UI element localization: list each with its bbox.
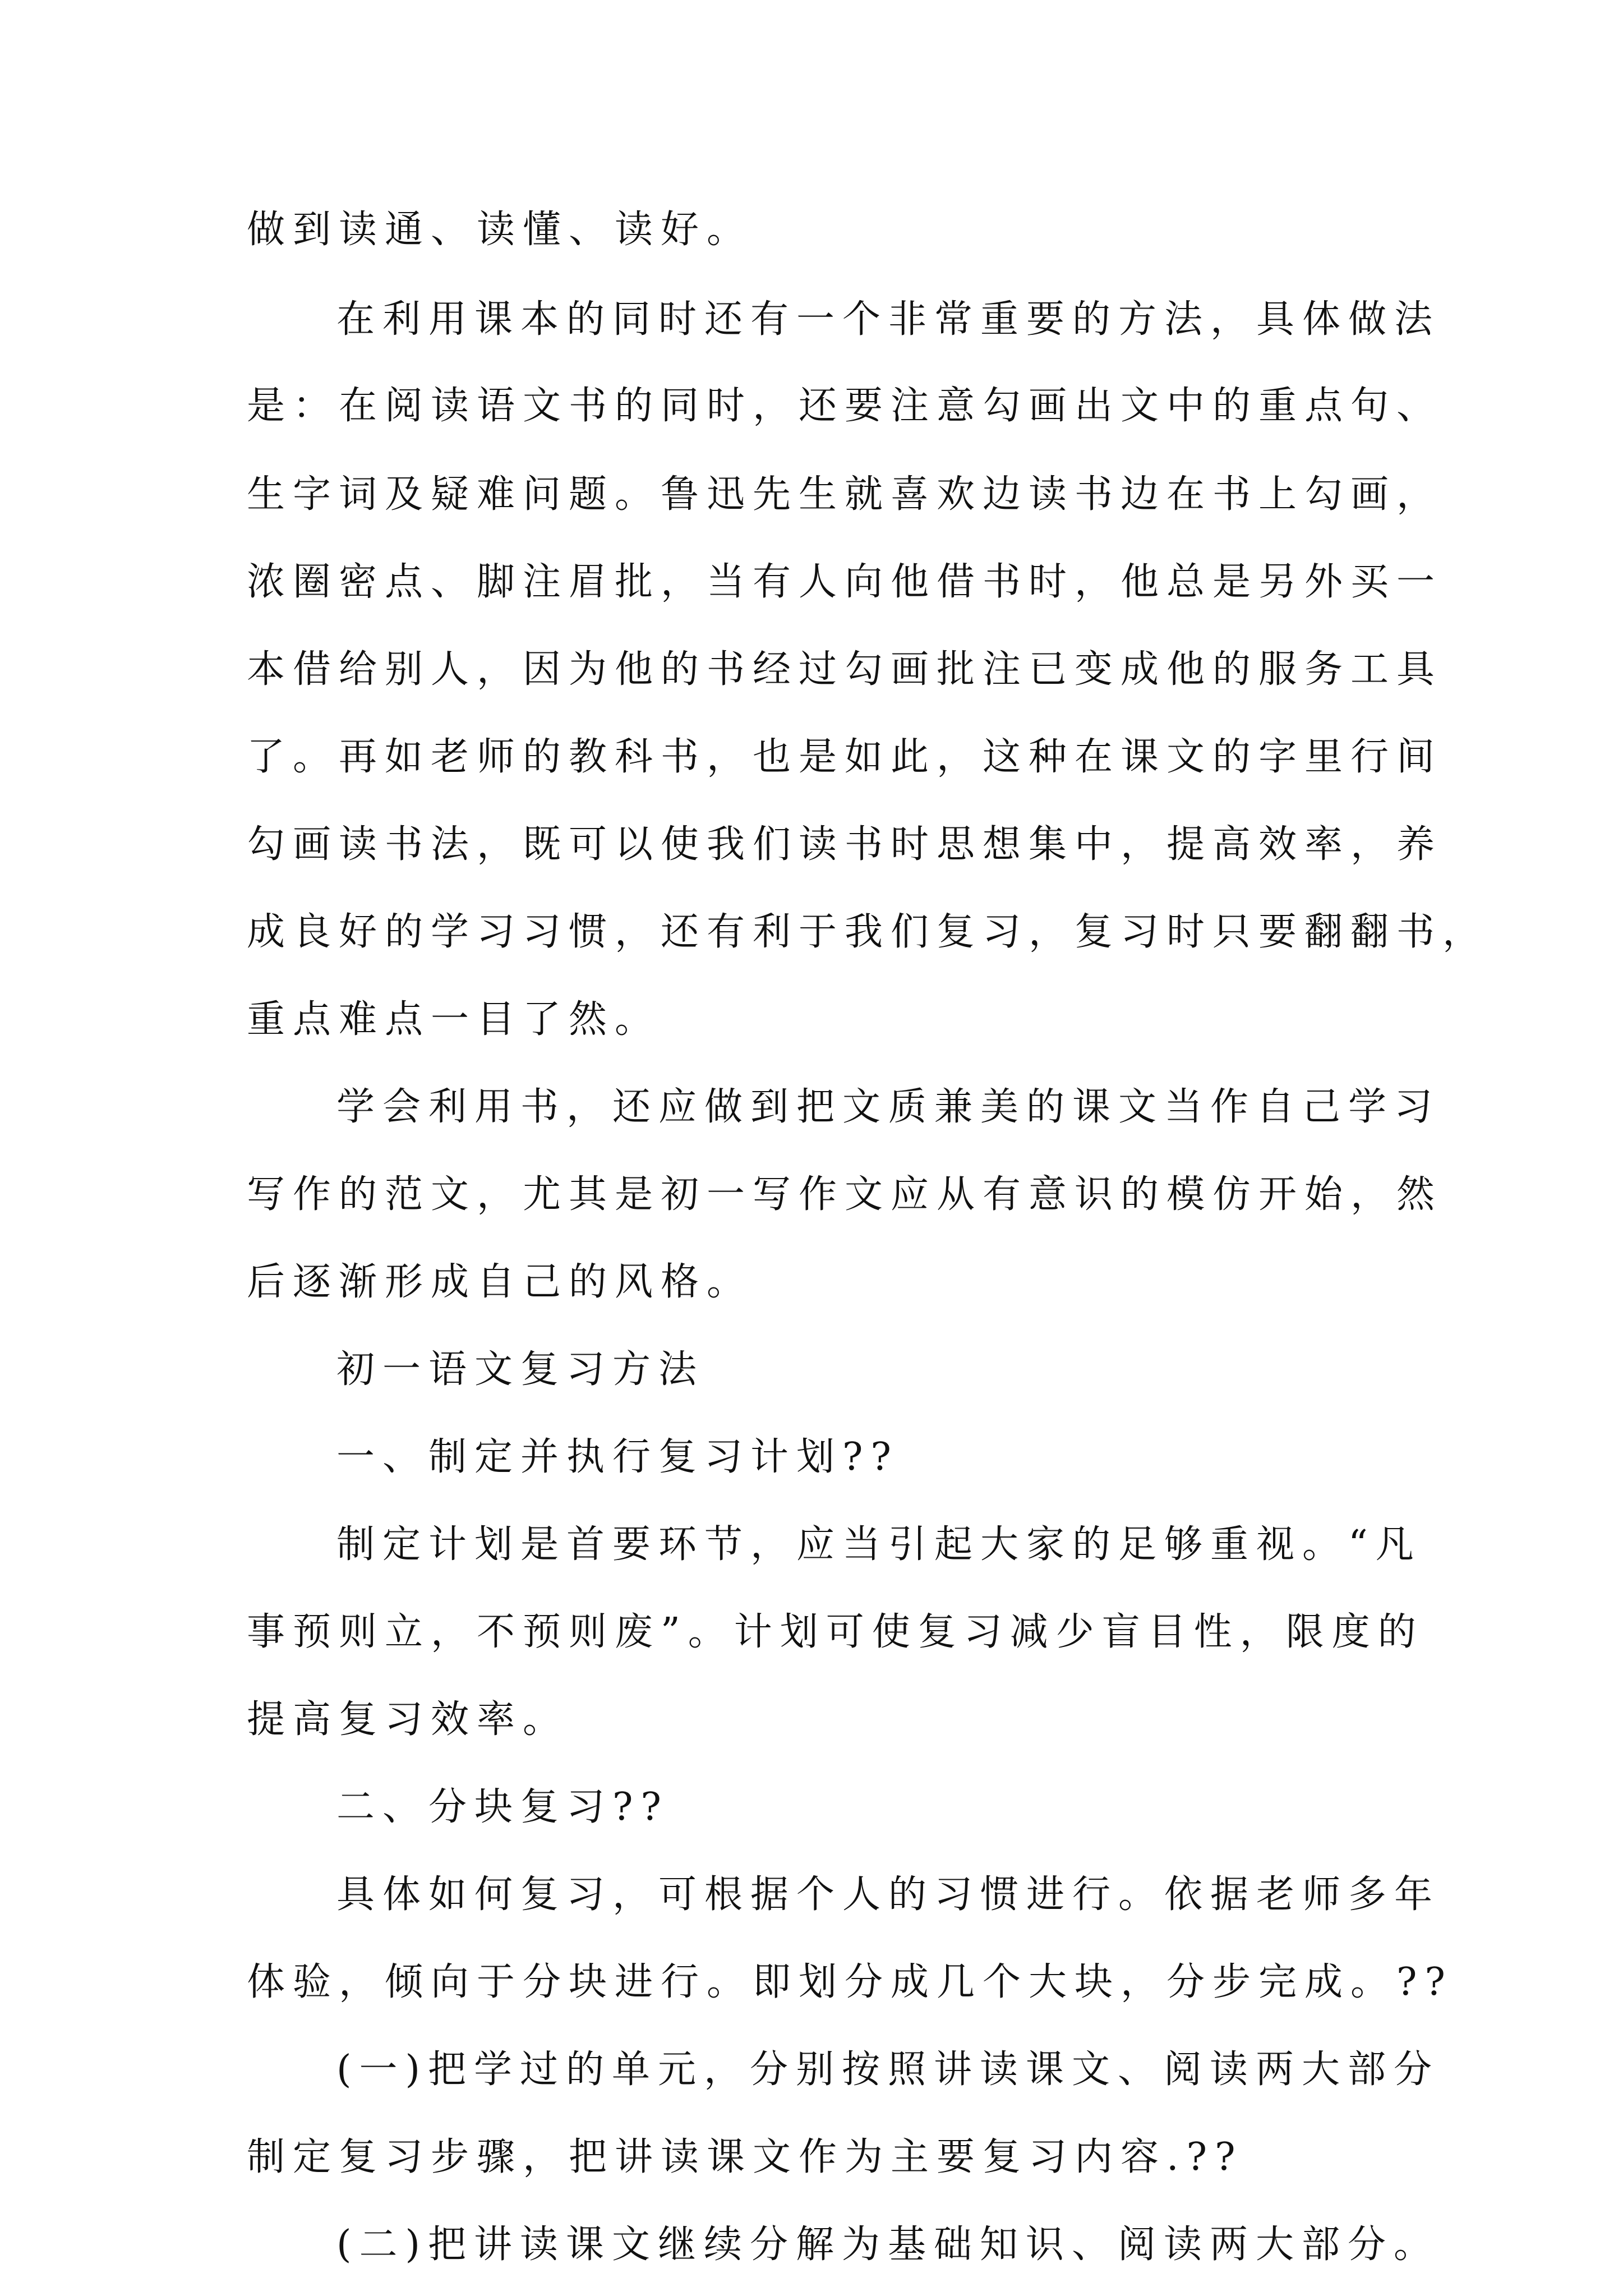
paragraph-line: 做到读通、读懂、读好。 (247, 208, 753, 252)
section-heading: 初一语文复习方法 (336, 1347, 705, 1392)
paragraph-line: (二)把讲读课文继续分解为基础知识、阅读两大部分。 (336, 2223, 1440, 2267)
paragraph-line: 具体如何复习，可根据个人的习惯进行。依据老师多年 (336, 1872, 1441, 1917)
paragraph-line: 学会利用书，还应做到把文质兼美的课文当作自己学习 (336, 1085, 1441, 1129)
paragraph-line: 制定复习步骤，把讲读课文作为主要复习内容.?? (247, 2135, 1243, 2179)
paragraph-line: 写作的范文，尤其是初一写作文应从有意识的模仿开始，然 (247, 1172, 1443, 1217)
paragraph-line: 体验，倾向于分块进行。即划分成几个大块，分步完成。?? (247, 1960, 1453, 2004)
paragraph-line: 勾画读书法，既可以使我们读书时思想集中，提高效率，养 (247, 822, 1443, 867)
paragraph-line: 成良好的学习习惯，还有利于我们复习，复习时只要翻翻书， (247, 910, 1489, 954)
paragraph-line: 是：在阅读语文书的同时，还要注意勾画出文中的重点句、 (247, 384, 1443, 428)
paragraph-line: 后逐渐形成自己的风格。 (247, 1260, 753, 1304)
paragraph-line: 了。再如老师的教科书，也是如此，这种在课文的字里行间 (247, 735, 1443, 779)
paragraph-line: 提高复习效率。 (247, 1697, 569, 1742)
paragraph-line: 在利用课本的同时还有一个非常重要的方法，具体做法 (336, 297, 1441, 342)
section-subheading: 一、制定并执行复习计划?? (336, 1435, 899, 1479)
paragraph-line: 事预则立，不预则废”。计划可使复习减少盲目性，限度的 (247, 1610, 1424, 1654)
paragraph-line: 生字词及疑难问题。鲁迅先生就喜欢边读书边在书上勾画， (247, 472, 1443, 517)
paragraph-line: (一)把学过的单元，分别按照讲读课文、阅读两大部分 (336, 2047, 1440, 2092)
paragraph-line: 重点难点一目了然。 (247, 997, 661, 1042)
paragraph-line: 本借给别人，因为他的书经过勾画批注已变成他的服务工具 (247, 647, 1443, 692)
section-subheading: 二、分块复习?? (336, 1785, 669, 1829)
paragraph-line: 制定计划是首要环节，应当引起大家的足够重视。“凡 (336, 1522, 1422, 1567)
paragraph-line: 浓圈密点、脚注眉批，当有人向他借书时，他总是另外买一 (247, 560, 1443, 604)
